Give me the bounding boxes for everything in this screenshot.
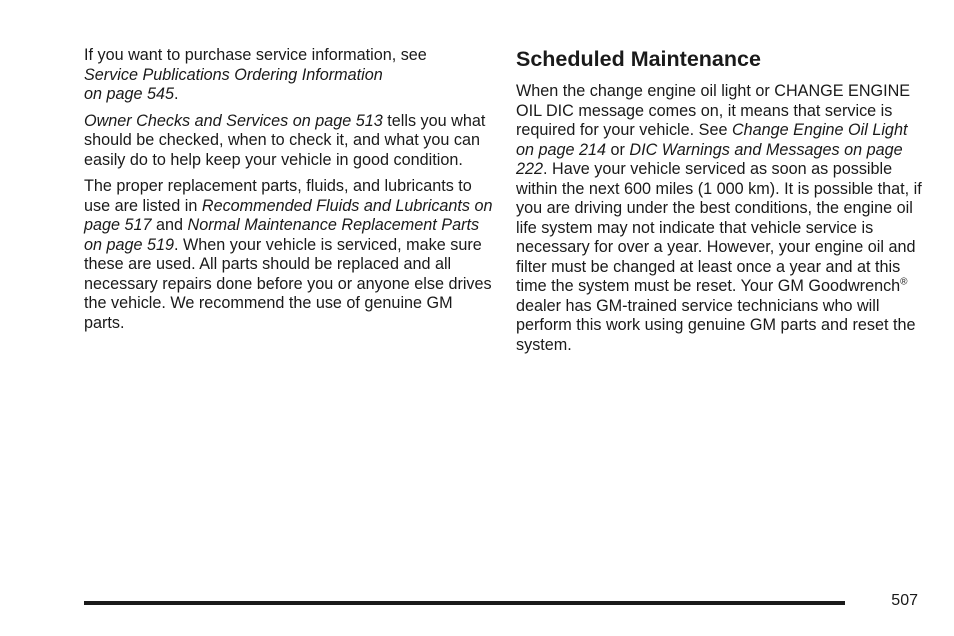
maintenance-text-b: or bbox=[606, 140, 630, 159]
publications-reference: Service Publications Ordering Information bbox=[84, 65, 383, 84]
maintenance-parts-reference: Normal Maintenance Replacement Parts on page 519 bbox=[84, 216, 480, 254]
owner-checks-reference: Owner Checks and Services on page 513 bbox=[84, 111, 383, 130]
replacement-parts-text-a: The proper replacement parts, fluids, and lubricants to use are listed in bbox=[84, 177, 472, 215]
oil-light-reference: Change Engine Oil Light on page 214 bbox=[516, 121, 908, 159]
purchase-info-period: . bbox=[174, 85, 179, 103]
replacement-parts-paragraph bbox=[84, 177, 494, 333]
fluids-lubricants-reference: Recommended Fluids and Lubricants on page 517 bbox=[84, 196, 493, 234]
replacement-parts-text-b: and bbox=[151, 216, 188, 234]
scheduled-maintenance-paragraph bbox=[516, 82, 926, 355]
maintenance-text-a: When the change engine oil light or CHANGE ENGINE OIL DIC message comes on, it means that service is required for your vehicle. See bbox=[516, 82, 911, 139]
replacement-parts-text-c: . When your vehicle is serviced, make sure these are used. All parts should be replaced and all necessary repairs done before you or anyone else drives the vehicle. We recommend the use of genuine GM parts. bbox=[84, 235, 492, 332]
section-heading: Scheduled Maintenance bbox=[516, 47, 761, 71]
dic-warnings-reference: DIC Warnings and Messages on page 222 bbox=[516, 140, 903, 178]
purchase-info-paragraph bbox=[84, 46, 494, 105]
purchase-info-text: If you want to purchase service information, see bbox=[84, 46, 427, 64]
left-column bbox=[84, 46, 494, 340]
registered-mark: ® bbox=[900, 276, 908, 288]
owner-checks-text: tells you what should be checked, when to check it, and what you can easily do to help keep your vehicle in good condition. bbox=[84, 111, 486, 169]
owner-checks-paragraph bbox=[84, 112, 494, 171]
right-column bbox=[516, 46, 926, 362]
page-number: 507 bbox=[891, 592, 918, 609]
maintenance-text-c: . Have your vehicle serviced as soon as possible within the next 600 miles (1 000 km). It is possible that, if you are driving under the best conditions, the engine oil life system may not indicate that vehicle service is necessary for over a year. However, your engine oil and filter must be changed at least once a year and at this time the system must be reset. Your GM Goodwrench bbox=[516, 160, 922, 295]
footer-rule bbox=[84, 601, 845, 605]
maintenance-text-d: dealer has GM-trained service technicians who will perform this work using genuine GM parts and reset the system. bbox=[516, 296, 916, 354]
publications-page-reference: on page 545 bbox=[84, 85, 175, 103]
